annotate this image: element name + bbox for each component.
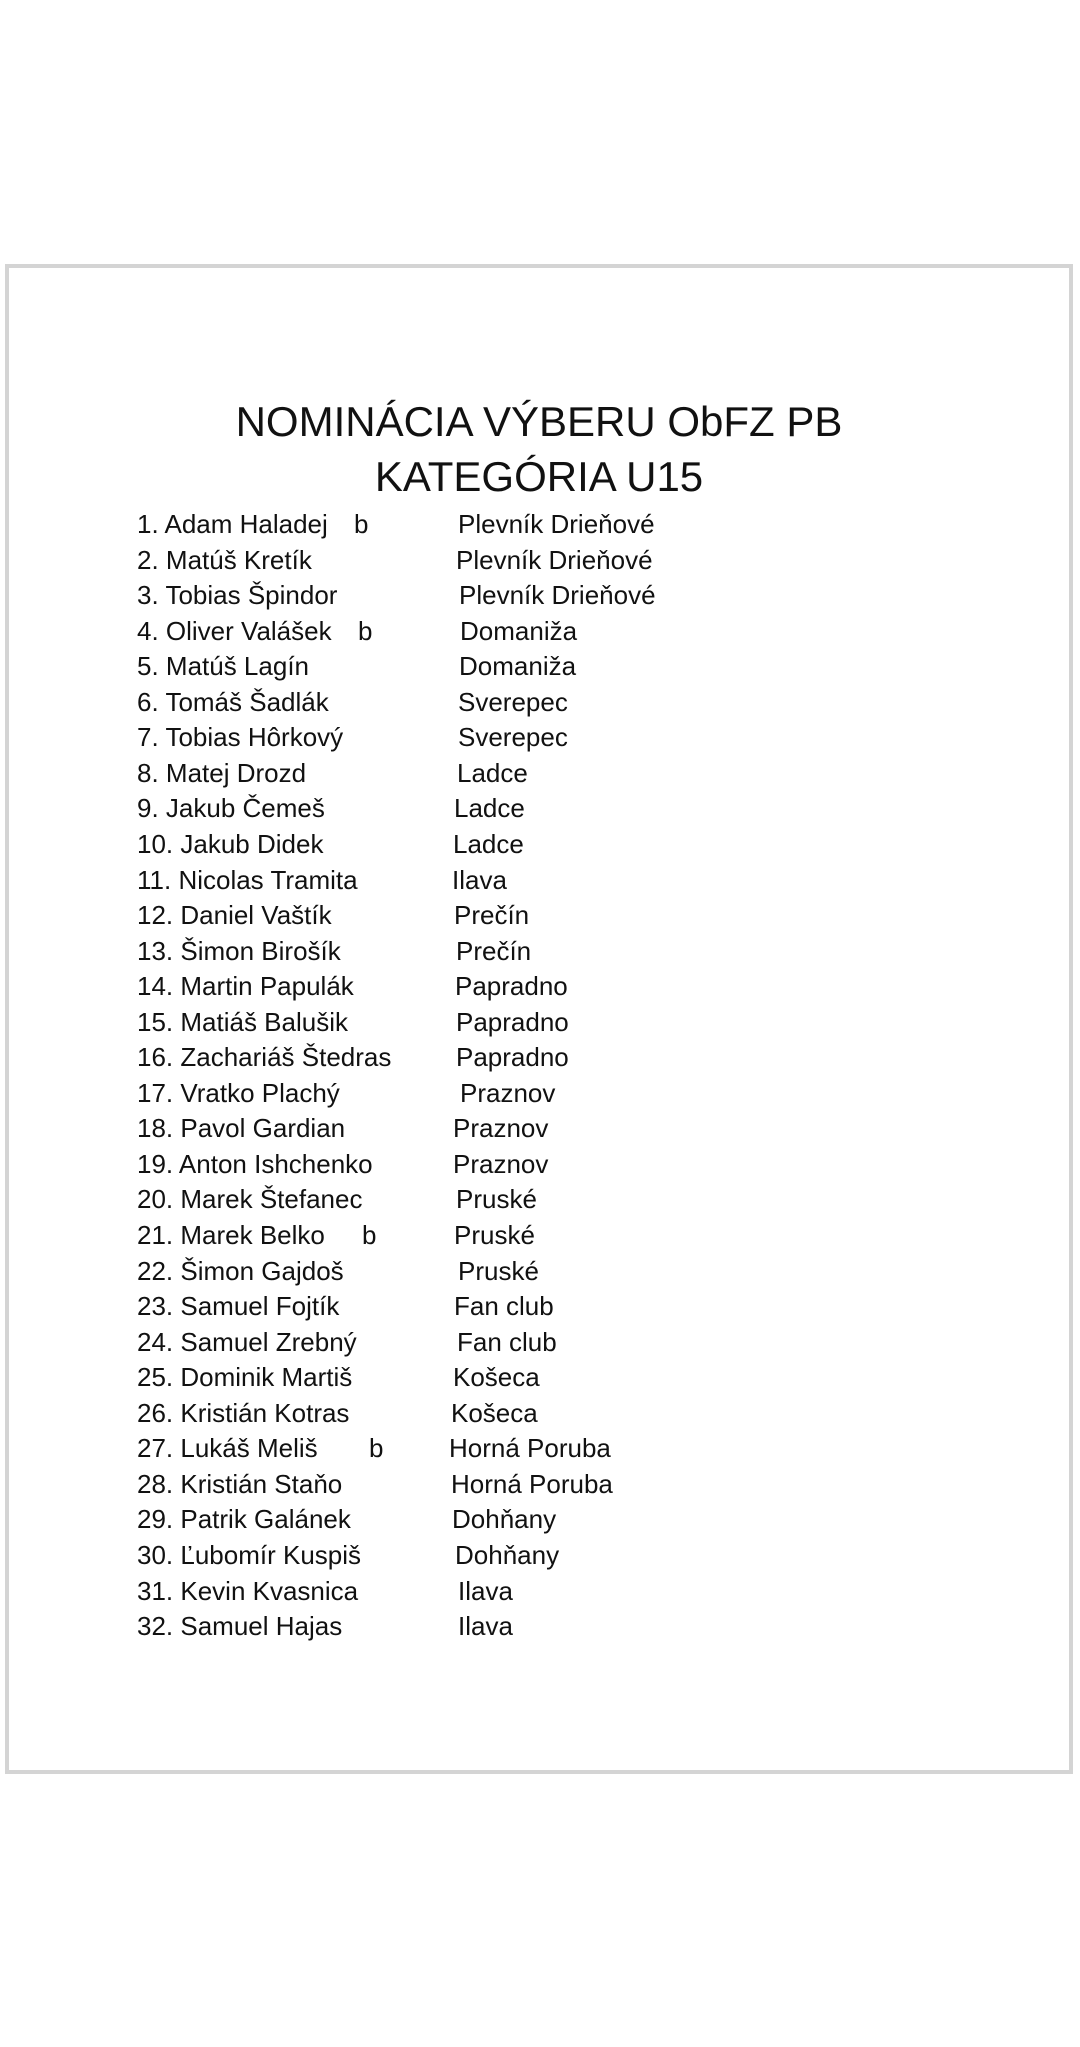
club-name: Ilava (452, 864, 507, 895)
player-name: 21. Marek Belko (137, 1220, 325, 1250)
club-name: Dohňany (452, 1504, 557, 1535)
club-name: Ladce (457, 757, 528, 788)
roster-row (9, 508, 1069, 540)
club-name: Papradno (456, 1006, 569, 1037)
player-name: 14. Martin Papulák (137, 971, 354, 1002)
roster-row (9, 615, 1069, 647)
club-name: Praznov (453, 1148, 549, 1179)
player-name: 4. Oliver Valášek (137, 615, 332, 646)
club-name: Ladce (454, 793, 525, 824)
club-name: Prečín (454, 900, 530, 931)
player-name: 20. Marek Štefanec (137, 1184, 363, 1215)
player-name: 24. Samuel Zrebný (137, 1326, 357, 1357)
club-name: Fan club (457, 1326, 557, 1357)
club-name: Dohňany (455, 1539, 560, 1570)
club-name: Praznov (460, 1077, 556, 1108)
club-name: Sverepec (458, 722, 568, 753)
club-name: Ilava (458, 1611, 513, 1642)
roster-row (9, 1326, 1069, 1358)
roster-row (9, 1361, 1069, 1393)
roster-row (9, 1077, 1069, 1109)
player-name: 27. Lukáš Meliš (137, 1433, 318, 1464)
roster-row (9, 864, 1069, 896)
player-name: 12. Daniel Vaštík (137, 900, 332, 931)
roster-row (9, 935, 1069, 967)
category-title: KATEGÓRIA U15 (374, 453, 704, 500)
player-name: 5. Matúš Lagín (137, 651, 309, 682)
player-name: 19. Anton Ishchenko (137, 1148, 373, 1179)
roster-row (9, 1432, 1069, 1464)
document-page (5, 264, 1073, 1774)
club-name: Ilava (458, 1575, 513, 1606)
player-mark: b (369, 1433, 384, 1464)
roster-row (9, 579, 1069, 611)
club-name: Sverepec (458, 686, 568, 717)
player-name: 13. Šimon Birošík (137, 935, 341, 966)
player-name: 11. Nicolas Tramita (137, 864, 358, 895)
roster-row (9, 686, 1069, 718)
player-name: 31. Kevin Kvasnica (137, 1575, 359, 1606)
club-name: Pruské (458, 1255, 539, 1286)
club-name: Prečín (456, 935, 532, 966)
roster-row (9, 1539, 1069, 1571)
roster-row (9, 1503, 1069, 1535)
club-name: Horná Poruba (451, 1468, 613, 1499)
player-name: 28. Kristián Staňo (137, 1468, 343, 1499)
club-name: Domaniža (459, 651, 577, 682)
roster-row (9, 1255, 1069, 1287)
club-name: Papradno (455, 971, 568, 1002)
document-title: NOMINÁCIA VÝBERU ObFZ PB (235, 398, 843, 445)
club-name: Pruské (454, 1220, 535, 1250)
club-name: Horná Poruba (449, 1433, 611, 1464)
club-name: Košeca (451, 1397, 538, 1428)
roster-row (9, 1219, 1069, 1251)
roster-row (9, 1610, 1069, 1642)
club-name: Domaniža (460, 615, 578, 646)
roster-row (9, 792, 1069, 824)
player-name: 15. Matiáš Balušik (137, 1006, 348, 1037)
club-name: Plevník Drieňové (459, 580, 656, 611)
roster-row (9, 544, 1069, 576)
player-name: 6. Tomáš Šadlák (137, 686, 329, 717)
player-name: 32. Samuel Hajas (137, 1611, 343, 1642)
roster-list (9, 268, 1069, 1770)
club-name: Plevník Drieňové (456, 544, 653, 575)
club-name: Košeca (453, 1362, 540, 1393)
player-name: 16. Zachariáš Štedras (137, 1042, 392, 1073)
roster-row (9, 1290, 1069, 1322)
roster-row (9, 757, 1069, 789)
player-name: 8. Matej Drozd (137, 757, 307, 788)
roster-row (9, 650, 1069, 682)
roster-row (9, 721, 1069, 753)
roster-row (9, 1112, 1069, 1144)
player-mark: b (358, 615, 373, 646)
player-name: 29. Patrik Galánek (137, 1504, 351, 1535)
player-mark: b (354, 509, 369, 539)
player-name: 23. Samuel Fojtík (137, 1291, 340, 1322)
player-name: 30. Ľubomír Kuspiš (137, 1539, 362, 1570)
player-name: 10. Jakub Didek (137, 828, 324, 859)
roster-row (9, 970, 1069, 1002)
player-name: 17. Vratko Plachý (137, 1077, 340, 1108)
player-name: 26. Kristián Kotras (137, 1397, 350, 1428)
player-name: 2. Matúš Kretík (137, 544, 312, 575)
roster-row (9, 1148, 1069, 1180)
player-mark: b (362, 1220, 377, 1250)
club-name: Pruské (456, 1184, 537, 1215)
club-name: Praznov (453, 1113, 549, 1144)
roster-row (9, 1397, 1069, 1429)
roster-row (9, 828, 1069, 860)
player-name: 18. Pavol Gardian (137, 1113, 346, 1144)
roster-row (9, 899, 1069, 931)
club-name: Fan club (454, 1291, 554, 1322)
roster-row (9, 1183, 1069, 1215)
player-name: 3. Tobias Špindor (137, 580, 338, 611)
club-name: Ladce (453, 828, 524, 859)
roster-row (9, 1575, 1069, 1607)
player-name: 25. Dominik Martiš (137, 1362, 353, 1393)
player-name: 22. Šimon Gajdoš (137, 1255, 344, 1286)
club-name: Papradno (456, 1042, 569, 1073)
roster-row (9, 1041, 1069, 1073)
roster-row (9, 1006, 1069, 1038)
roster-row (9, 1468, 1069, 1500)
player-name: 1. Adam Haladej (137, 509, 328, 539)
player-name: 9. Jakub Čemeš (137, 793, 325, 824)
club-name: Plevník Drieňové (458, 509, 655, 539)
player-name: 7. Tobias Hôrkový (137, 722, 344, 753)
